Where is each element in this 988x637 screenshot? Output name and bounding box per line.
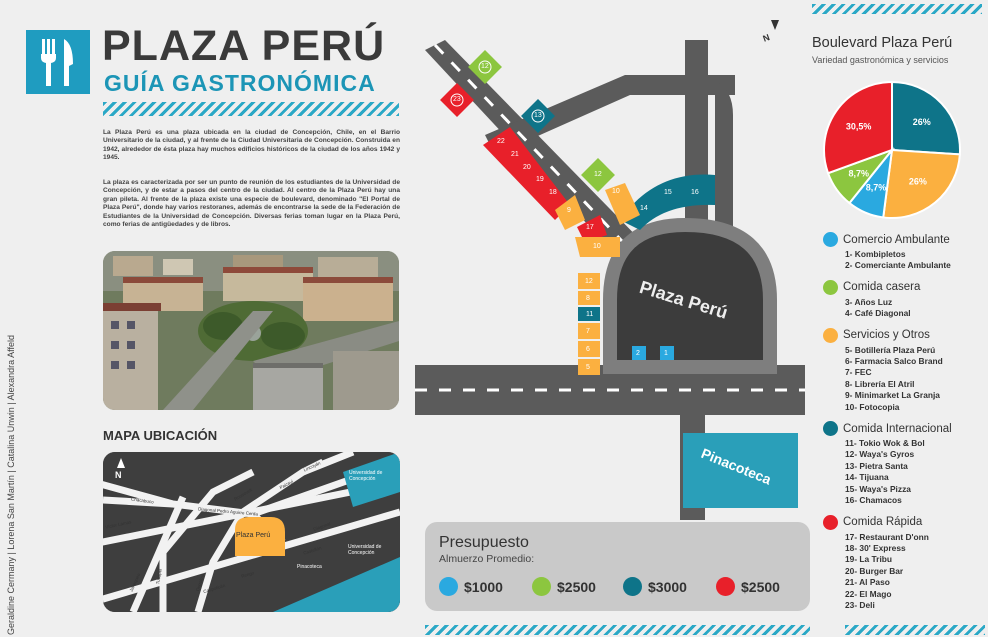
intro-paragraph-2: La plaza es caracterizada por ser un punto de reunión de los estudiantes de la Universidad de Concepción, y de estar a pasos del centro de la ciudad. Al centro de la Plaza Perú hay una gran pileta. Al frente de la plaza existe una especie de boulevard, denominado "El Portal de Plaza Perú", donde hay varios restoranes, además de encontrarse la sede de la Federación de Estudiantes de la Universidad de Concepción. Diversas ferias toman lugar en la Plaza Perú, como ferias de antigüedades y de libros.	[103, 179, 400, 229]
budget-price: $2500	[741, 578, 780, 595]
budget-item	[439, 577, 503, 596]
stall-number: 10	[593, 243, 601, 250]
minimap-udec-top: Universidad de Concepción	[349, 470, 383, 482]
side-credits	[2, 290, 22, 635]
pie-slice-label: 8,7%	[848, 168, 870, 179]
legend	[823, 232, 983, 611]
legend-category	[823, 232, 983, 247]
page-subtitle: GUÍA GASTRONÓMICA	[104, 70, 376, 96]
hatch-bar-bottom-right	[845, 625, 985, 635]
stall-number: 15	[664, 189, 672, 196]
legend-item: 1- Kombipletos	[845, 249, 906, 259]
budget-dot	[439, 577, 458, 596]
legend-item: 15- Waya's Pizza	[845, 483, 911, 494]
stall-number: 12	[481, 63, 489, 70]
legend-item: 19- La Tribu	[845, 554, 893, 565]
street-label: Roosevelt	[233, 487, 253, 502]
legend-dot	[823, 328, 838, 343]
legend-item: 17- Restaurant D'onn	[845, 531, 929, 542]
stall-number: 17	[586, 224, 594, 231]
budget-subtitle: Almuerzo Promedio:	[439, 553, 535, 565]
street-label: Diagonal Pedro Aguirre Cerda	[197, 506, 259, 517]
stall-number: 12	[594, 171, 602, 178]
legend-dot	[823, 421, 838, 436]
legend-item: 14- Tijuana	[845, 472, 889, 483]
page-title: PLAZA PERÚ	[102, 22, 386, 70]
legend-item: 23- Deli	[845, 599, 875, 610]
chart-title: Boulevard Plaza Perú	[812, 35, 953, 51]
budget-item	[623, 577, 687, 596]
stall-labels	[415, 15, 815, 520]
budget-dot	[716, 577, 735, 596]
legend-dot	[823, 515, 838, 530]
legend-category-label: Comida Rápida	[843, 516, 923, 528]
stall-number: 6	[586, 346, 590, 353]
legend-dot	[823, 280, 838, 295]
stall-number: 14	[640, 205, 648, 212]
pie-slice-label: 8,7%	[865, 182, 887, 193]
legend-item: 9- Minimarket La Granja	[845, 390, 940, 401]
legend-item: 3- Años Luz	[845, 296, 893, 307]
stall-number: 9	[567, 207, 571, 214]
budget-dot	[623, 577, 642, 596]
minimap-udec-right: Universidad de Concepción	[348, 544, 382, 556]
legend-item: 2- Comerciante Ambulante	[845, 260, 951, 271]
legend-category	[823, 328, 983, 343]
minimap-pinacoteca: Pinacoteca	[297, 564, 322, 570]
legend-item: 16- Chamacos	[845, 495, 902, 506]
stall-number: 2	[636, 350, 640, 357]
legend-item: 10- Fotocopia	[845, 401, 900, 412]
pie-slice-label: 26%	[908, 176, 927, 187]
street-label: Rengo	[240, 570, 255, 579]
legend-item: 11- Tokio Wok & Bol	[845, 438, 925, 449]
stall-number: 11	[586, 311, 594, 318]
main-map-north-label: N	[761, 32, 772, 44]
legend-item: 18- 30' Express	[845, 542, 906, 553]
legend-item: 12- Waya's Gyros	[845, 449, 915, 460]
minimap-plaza-label: Plaza Perú	[236, 532, 271, 539]
legend-item: 7- FEC	[845, 367, 872, 378]
credits-text: Geraldine Cermany | Lorena San Martín | Catalina Unwin | Alexandra Affeld	[6, 334, 16, 635]
stall-number: 20	[523, 164, 531, 171]
street-label: Ongolmo	[194, 573, 206, 592]
street-label: Tucapel	[155, 568, 163, 585]
hatch-bar-bottom	[425, 625, 810, 635]
stall-number: 8	[586, 295, 590, 302]
budget-price: $2500	[557, 578, 596, 595]
location-map	[103, 452, 400, 612]
location-map-title: MAPA UBICACIÓN	[103, 428, 218, 443]
stall-number: 22	[497, 138, 505, 145]
logo	[26, 30, 90, 94]
legend-item: 6- Farmacia Salco Brand	[845, 356, 943, 367]
street-label: Diagonal	[312, 521, 332, 532]
stall-number: 19	[536, 176, 544, 183]
street-label: Chacabuco	[130, 496, 155, 505]
street-label: Paicaví	[278, 478, 295, 491]
legend-item: 22- El Mago	[845, 588, 892, 599]
hatch-bar-title	[103, 102, 399, 116]
budget-price: $3000	[648, 578, 687, 595]
stall-number: 7	[586, 328, 590, 335]
plaza-label: Plaza Perú	[637, 277, 731, 323]
budget-title: Presupuesto	[439, 534, 529, 551]
stall-number: 12	[585, 278, 593, 285]
legend-category-label: Comercio Ambulante	[843, 233, 950, 246]
budget-price: $1000	[464, 578, 503, 595]
street-label: Lincoyán	[302, 460, 322, 473]
stall-number: 1	[664, 350, 668, 357]
legend-dot	[823, 232, 838, 247]
pie-chart	[822, 80, 962, 220]
stall-number: 21	[511, 151, 519, 158]
minimap-north-label: N	[115, 470, 122, 480]
stall-number: 5	[586, 364, 590, 371]
budget-item	[532, 577, 596, 596]
stall-number: 13	[534, 112, 542, 119]
budget-dot	[532, 577, 551, 596]
legend-category	[823, 421, 983, 436]
legend-item: 20- Burger Bar	[845, 565, 904, 576]
budget-item	[716, 577, 780, 596]
chart-subtitle: Variedad gastronómica y servicios	[812, 55, 949, 65]
aerial-photo	[103, 251, 399, 410]
legend-item: 21- Al Paso	[845, 577, 890, 588]
stall-number: 10	[612, 188, 620, 195]
street-label: Janequeo	[128, 572, 142, 593]
legend-category-label: Comida casera	[843, 281, 921, 294]
pie-slice-label: 30,5%	[845, 121, 872, 132]
legend-item: 5- Botillería Plaza Perú	[845, 344, 936, 355]
legend-item: 8- Librería El Atril	[845, 378, 915, 389]
legend-item: 13- Pietra Santa	[845, 460, 908, 471]
legend-category-label: Servicios y Otros	[843, 329, 930, 342]
fork-knife-icon	[26, 30, 90, 94]
street-label: Caupolicán	[202, 582, 226, 595]
hatch-bar-top-right	[812, 4, 982, 14]
stall-number: 23	[453, 96, 461, 103]
budget-panel	[425, 522, 810, 611]
street-label: Víctor Lamas	[104, 519, 132, 530]
pinacoteca-label: Pinacoteca	[699, 445, 774, 488]
legend-category-label: Comida Internacional	[843, 422, 952, 435]
legend-category	[823, 515, 983, 530]
stall-number: 18	[549, 189, 557, 196]
legend-category	[823, 280, 983, 295]
legend-item: 4- Café Diagonal	[845, 308, 911, 319]
pie-slice-label: 26%	[912, 117, 931, 128]
intro-paragraph-1: La Plaza Perú es una plaza ubicada en la ciudad de Concepción, Chile, en el Barrio Universitario de la ciudad, y al frente de la Ciudad Universitaria de Concepción. Construida en 1942, alrededor de ésta plaza hay muchos edificios históricos de la ciudad de los años 1942 y 1945.	[103, 129, 400, 162]
street-label: Castellón	[302, 545, 323, 556]
stall-number: 16	[691, 189, 699, 196]
